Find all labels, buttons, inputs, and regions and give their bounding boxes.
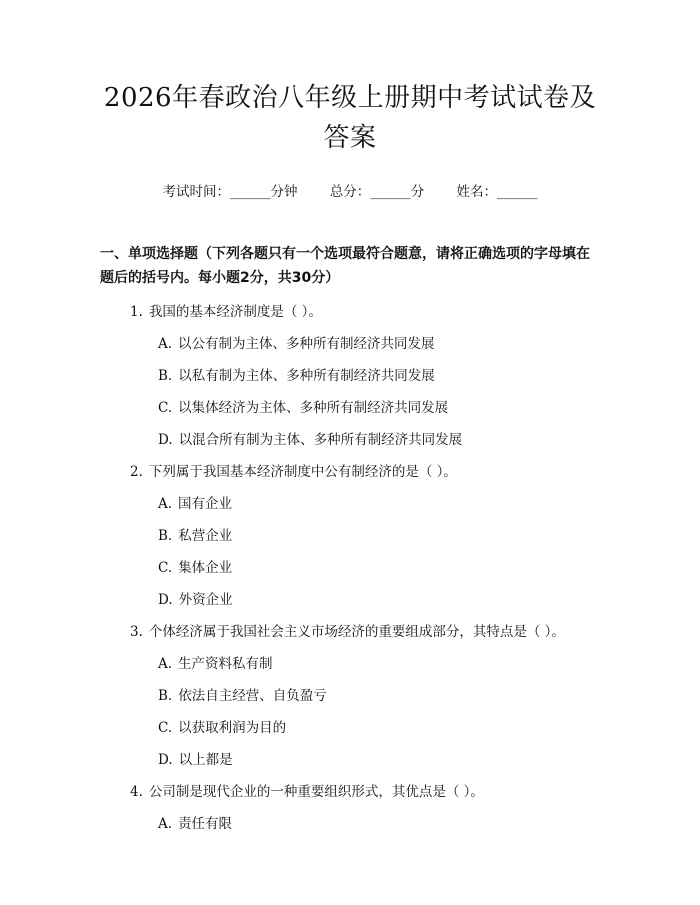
option-text: 生产资料私有制 [178,656,273,672]
option-letter: D. [158,752,173,768]
option-text: 私营企业 [178,528,233,544]
section-heading [100,242,600,290]
option-letter: D. [158,432,173,448]
option-text: 国有企业 [178,496,233,512]
option-text: 集体企业 [178,560,233,576]
question-4-option-a [100,814,600,834]
option-letter: C. [158,560,173,576]
exam-time-field [162,180,297,204]
option-text: 以获取利润为目的 [178,720,287,736]
question-1-option-a [100,334,600,354]
question-1-option-b [100,366,600,386]
option-letter: A. [158,496,173,512]
option-letter: B. [158,368,173,384]
option-letter: A. [158,816,173,832]
question-2-option-d [100,590,600,610]
option-letter: A. [158,656,173,672]
section-heading-line-1: 一、单项选择题（下列各题只有一个选项最符合题意，请将正确选项的字母填在 [100,246,590,262]
option-text: 以混合所有制为主体、多种所有制经济共同发展 [178,432,463,448]
question-text: 个体经济属于我国社会主义市场经济的重要组成部分，其特点是（ ）。 [148,624,565,640]
question-1-option-c [100,398,600,418]
question-2 [100,462,600,482]
option-text: 以公有制为主体、多种所有制经济共同发展 [178,336,435,352]
question-2-option-b [100,526,600,546]
option-text: 以集体经济为主体、多种所有制经济共同发展 [178,400,449,416]
option-text: 责任有限 [178,816,233,832]
question-3 [100,622,600,642]
option-letter: C. [158,400,173,416]
question-3-option-a [100,654,600,674]
option-letter: B. [158,528,173,544]
option-letter: A. [158,336,173,352]
exam-time-label: 考试时间： [162,184,230,200]
name-field [457,180,538,204]
question-4 [100,782,600,802]
exam-info-line [100,180,600,204]
question-text: 我国的基本经济制度是（ ）。 [148,304,322,320]
option-text: 依法自主经营、自负盈亏 [178,688,327,704]
option-text: 外资企业 [178,592,233,608]
exam-time-unit: 分钟 [270,184,298,200]
option-text: 以私有制为主体、多种所有制经济共同发展 [178,368,435,384]
question-2-option-c [100,558,600,578]
total-score-unit: 分 [410,184,425,200]
option-letter: B. [158,688,173,704]
question-3-option-d [100,750,600,770]
option-letter: D. [158,592,173,608]
question-text: 公司制是现代企业的一种重要组织形式，其优点是（ ）。 [148,784,484,800]
question-3-option-c [100,718,600,738]
page-title: 2026年春政治八年级上册期中考试试卷及答案 [103,83,597,153]
question-number: 3. [130,624,143,640]
total-score-field [330,180,425,204]
question-number: 2. [130,464,143,480]
option-letter: C. [158,720,173,736]
question-1-option-d [100,430,600,450]
question-number: 4. [130,784,143,800]
question-3-option-b [100,686,600,706]
name-blank: ______ [497,184,538,200]
question-number: 1. [130,304,143,320]
name-label: 姓名： [456,184,498,200]
option-text: 以上都是 [178,752,233,768]
total-score-blank: ______ [370,184,411,200]
question-1 [100,302,600,322]
total-score-label: 总分： [329,184,371,200]
question-text: 下列属于我国基本经济制度中公有制经济的是（ ）。 [148,464,457,480]
exam-time-blank: ______ [229,184,271,200]
section-heading-line-2: 题后的括号内。每小题2分，共30分） [100,270,340,286]
question-2-option-a [100,494,600,514]
